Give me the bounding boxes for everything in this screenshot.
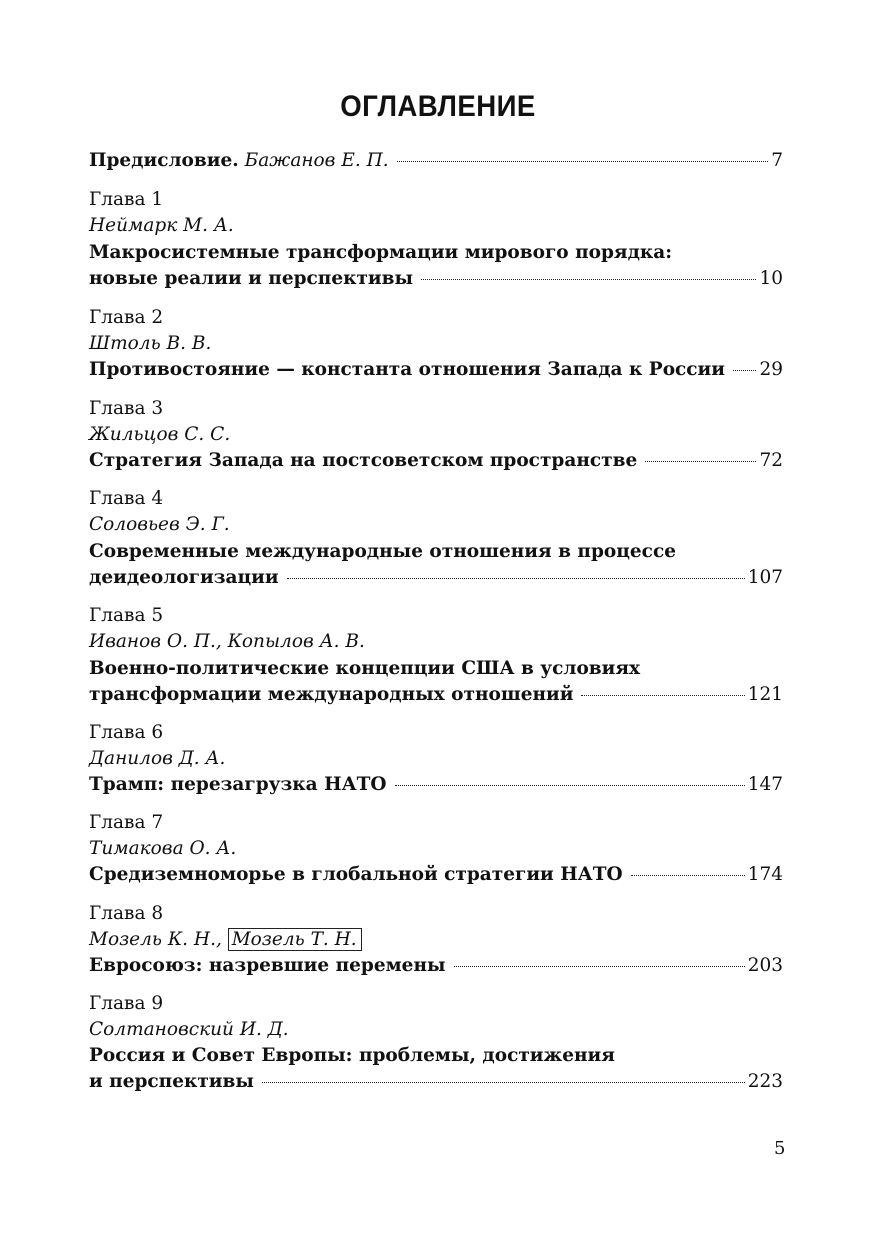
- page-ref: 203: [747, 955, 783, 976]
- dot-leader: [733, 370, 756, 371]
- page-number: 5: [774, 1138, 786, 1159]
- chapter-authors: Штоль В. В.: [89, 333, 212, 354]
- chapter-title: Стратегия Запада на постсоветском пространстве: [89, 450, 638, 471]
- author-name: Мозель К. Н.,: [89, 929, 222, 950]
- toc-entry-chapter-1[interactable]: [89, 266, 783, 292]
- preface-author: Бажанов Е. П.: [244, 150, 389, 171]
- chapter-title[interactable]: Военно-политические концепции США в условиях: [89, 658, 641, 679]
- dot-leader: [262, 1082, 745, 1083]
- page-ref: 174: [747, 864, 783, 885]
- chapter-title: Евросоюз: назревшие перемены: [89, 955, 446, 976]
- dot-leader: [645, 461, 756, 462]
- page-ref: 29: [759, 359, 783, 380]
- dot-leader: [581, 695, 744, 696]
- chapter-title[interactable]: Россия и Совет Европы: проблемы, достижения: [89, 1045, 615, 1066]
- chapter-label: Глава 4: [89, 488, 164, 509]
- chapter-label: Глава 9: [89, 993, 164, 1014]
- chapter-authors: Соловьев Э. Г.: [89, 514, 230, 535]
- chapter-label: Глава 6: [89, 722, 164, 743]
- dot-leader: [395, 785, 745, 786]
- dot-leader: [631, 875, 745, 876]
- chapter-title[interactable]: Современные международные отношения в процессе: [89, 541, 676, 562]
- toc-entry-chapter-2[interactable]: [89, 357, 783, 383]
- chapter-authors: [89, 927, 783, 953]
- toc-entry-chapter-4[interactable]: [89, 565, 783, 591]
- chapter-authors: Неймарк М. А.: [89, 215, 234, 236]
- chapter-label: Глава 5: [89, 605, 164, 626]
- toc-entry-chapter-8[interactable]: [89, 953, 783, 979]
- chapter-title-continued: новые реалии и перспективы: [89, 268, 414, 289]
- dot-leader: [454, 966, 745, 967]
- chapter-label: Глава 3: [89, 398, 164, 419]
- page-ref: 10: [759, 268, 783, 289]
- chapter-label: Глава 7: [89, 812, 164, 833]
- page-ref: 107: [747, 567, 783, 588]
- dot-leader: [287, 578, 745, 579]
- chapter-title: Трамп: перезагрузка НАТО: [89, 774, 387, 795]
- chapter-label: Глава 1: [89, 189, 164, 210]
- page-ref: 147: [747, 774, 783, 795]
- page-ref: 121: [747, 684, 783, 705]
- toc-entry-chapter-9[interactable]: [89, 1069, 783, 1095]
- toc-entry-chapter-3[interactable]: [89, 448, 783, 474]
- toc-entry-chapter-6[interactable]: [89, 772, 783, 798]
- chapter-authors: Иванов О. П., Копылов А. В.: [89, 631, 365, 652]
- chapter-title[interactable]: Макросистемные трансформации мирового порядка:: [89, 242, 673, 263]
- dot-leader: [397, 161, 769, 162]
- dot-leader: [421, 279, 756, 280]
- page-ref: 7: [771, 150, 783, 171]
- page-ref: 72: [759, 450, 783, 471]
- toc-entry-chapter-7[interactable]: [89, 862, 783, 888]
- chapter-authors: Жильцов С. С.: [89, 424, 231, 445]
- page-ref: 223: [747, 1071, 783, 1092]
- author-name-highlighted[interactable]: Мозель Т. Н.: [228, 928, 362, 951]
- chapter-title: Средиземноморье в глобальной стратегии НАТО: [89, 864, 623, 885]
- chapter-authors: Тимакова О. А.: [89, 838, 237, 859]
- page-title: ОГЛАВЛЕНИЕ: [340, 90, 536, 123]
- chapter-title-continued: трансформации международных отношений: [89, 684, 574, 705]
- toc-preface-entry[interactable]: [89, 148, 783, 174]
- chapter-title-continued: и перспективы: [89, 1071, 254, 1092]
- chapter-label: Глава 8: [89, 903, 164, 924]
- chapter-label: Глава 2: [89, 307, 164, 328]
- chapter-title: Противостояние — константа отношения Запада к России: [89, 359, 726, 380]
- chapter-authors: Данилов Д. А.: [89, 748, 226, 769]
- chapter-authors: Солтановский И. Д.: [89, 1019, 289, 1040]
- preface-label: Предисловие.: [89, 150, 239, 171]
- toc-entry-chapter-5[interactable]: [89, 682, 783, 708]
- chapter-title-continued: деидеологизации: [89, 567, 279, 588]
